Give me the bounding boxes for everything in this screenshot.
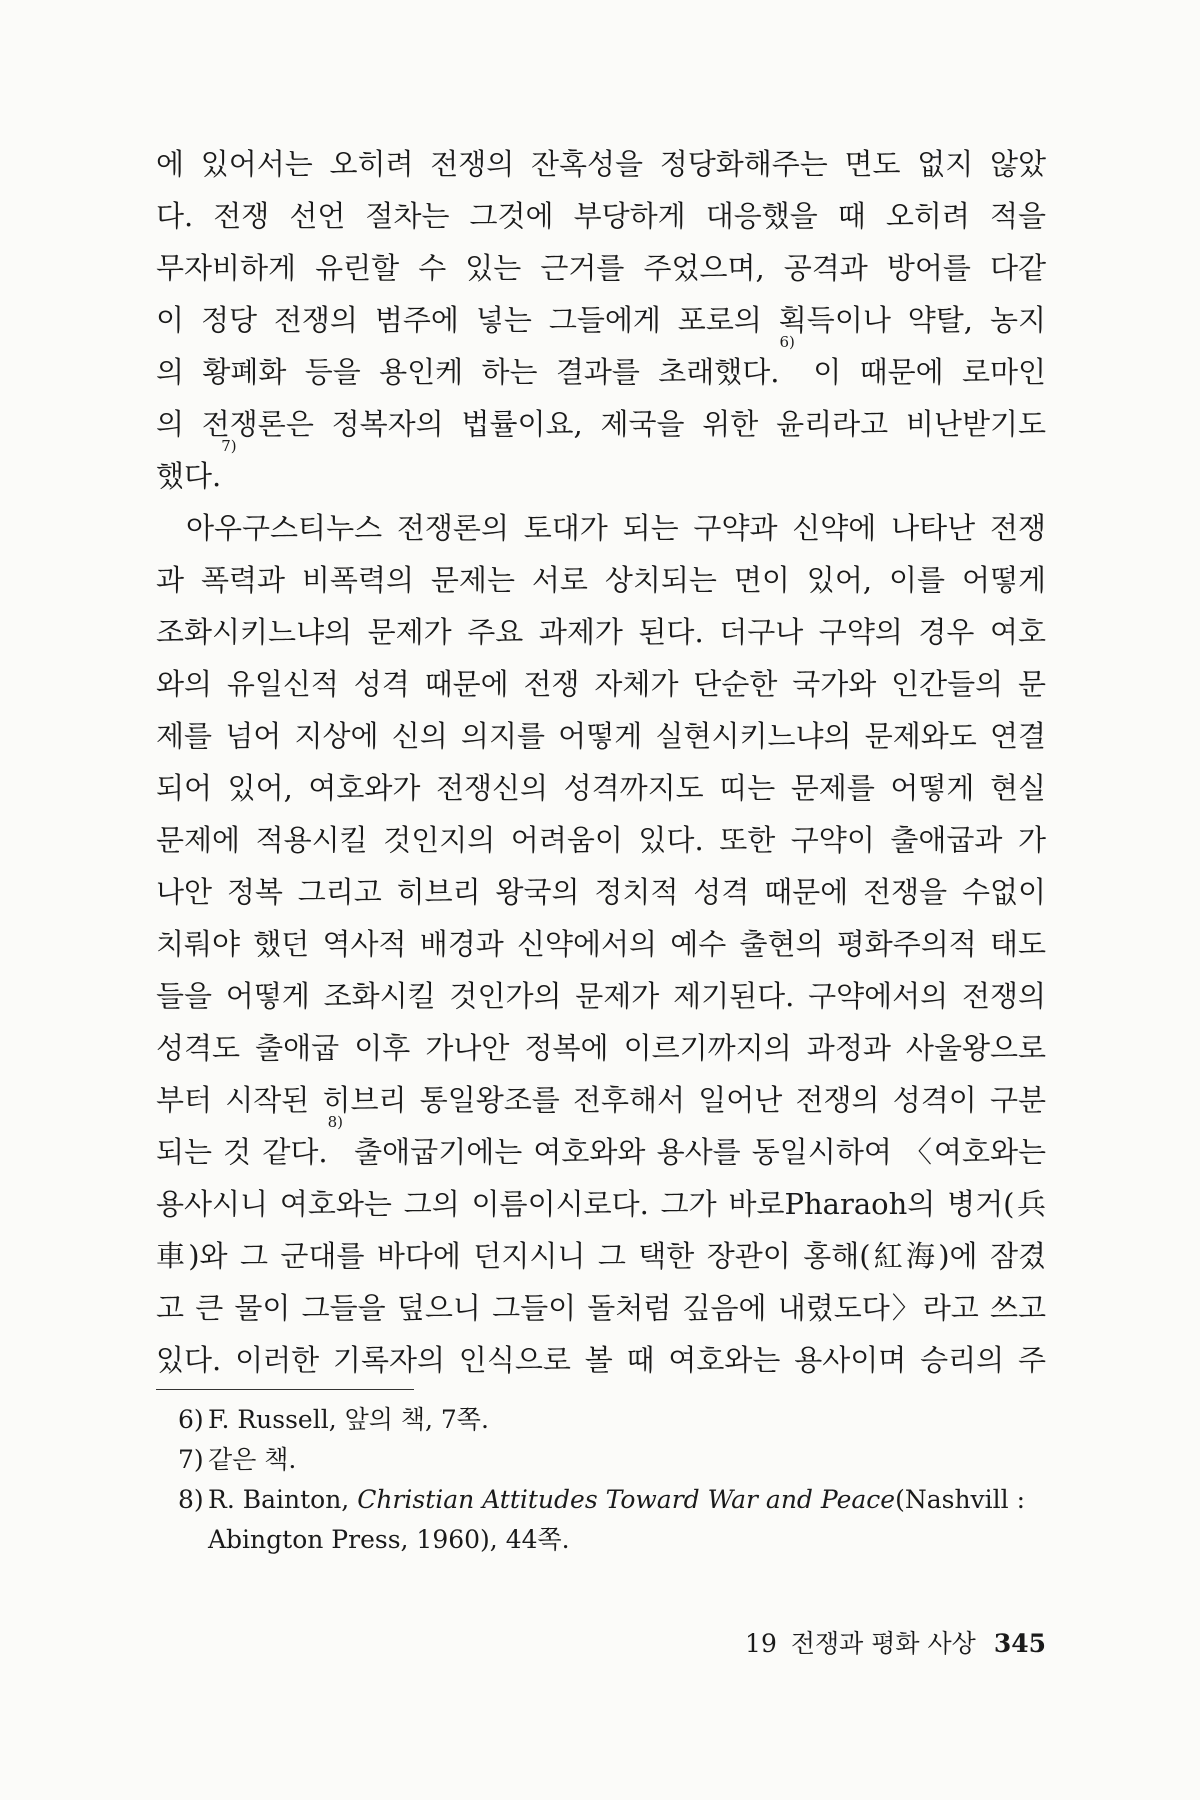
- main-body-text: [156, 138, 1046, 1386]
- footnote-8-continuation: Abington Press, 1960), 44쪽.: [208, 1525, 570, 1554]
- text-line: 성격도 출애굽 이후 가나안 정복에 이르기까지의 과정과 사울왕으로: [156, 1031, 1046, 1065]
- footnote-ref-7: 7): [221, 437, 237, 455]
- footnote-publisher: (Nashvill :: [895, 1485, 1026, 1514]
- text-line: 들을 어떻게 조화시킬 것인가의 문제가 제기된다. 구약에서의 전쟁의: [156, 979, 1046, 1013]
- text-line: 있다. 이러한 기록자의 인식으로 볼 때 여호와는 용사이며 승리의 주: [156, 1343, 1046, 1377]
- footnote-number: 8): [178, 1485, 204, 1514]
- running-footer: [700, 1624, 1046, 1660]
- footnote-ref-8: 8): [327, 1113, 343, 1131]
- page-number: 345: [993, 1629, 1046, 1658]
- text-segment: 출애굽기에는 여호와와 용사를 동일시하여 〈여호와는: [343, 1135, 1046, 1169]
- footnote-text: F. Russell, 앞의 책, 7쪽.: [208, 1405, 489, 1434]
- footnote-6: [178, 1400, 1058, 1440]
- paragraph-first-line: 아우구스티누스 전쟁론의 토대가 되는 구약과 신약에 나타난 전쟁: [186, 511, 1046, 545]
- text-line: 나안 정복 그리고 히브리 왕국의 정치적 성격 때문에 전쟁을 수없이: [156, 875, 1046, 909]
- text-segment: 했다.: [156, 459, 222, 493]
- footnote-book-title: Christian Attitudes Toward War and Peace: [357, 1485, 896, 1514]
- text-line: 제를 넘어 지상에 신의 의지를 어떻게 실현시키느냐의 문제와도 연결: [156, 719, 1046, 753]
- text-line: [156, 437, 1046, 502]
- text-line: 에 있어서는 오히려 전쟁의 잔혹성을 정당화해주는 면도 없지 않았: [156, 147, 1046, 181]
- text-line: 의 전쟁론은 정복자의 법률이요, 제국을 위한 윤리라고 비난받기도: [156, 407, 1046, 441]
- text-line: 과 폭력과 비폭력의 문제는 서로 상치되는 면이 있어, 이를 어떻게: [156, 563, 1046, 597]
- text-line: [156, 1113, 1046, 1178]
- text-line: 용사시니 여호와는 그의 이름이시로다. 그가 바로Pharaoh의 병거(兵: [156, 1187, 1046, 1221]
- footnote-number: 7): [178, 1445, 204, 1474]
- text-line: 치뤄야 했던 역사적 배경과 신약에서의 예수 출현의 평화주의적 태도: [156, 927, 1046, 961]
- text-line: 車)와 그 군대를 바다에 던지시니 그 택한 장관이 홍해(紅海)에 잠겼: [156, 1239, 1046, 1273]
- text-line: 되어 있어, 여호와가 전쟁신의 성격까지도 띠는 문제를 어떻게 현실: [156, 771, 1046, 805]
- text-segment: 이 때문에 로마인: [794, 355, 1046, 389]
- chapter-title: 전쟁과 평화 사상: [790, 1629, 976, 1658]
- footnote-8: [178, 1480, 1058, 1520]
- text-segment: 의 황폐화 등을 용인케 하는 결과를 초래했다.: [156, 355, 780, 389]
- text-line: 조화시키느냐의 문제가 주요 과제가 된다. 더구나 구약의 경우 여호: [156, 615, 1046, 649]
- footnote-ref-6: 6): [779, 333, 795, 351]
- text-line: 다. 전쟁 선언 절차는 그것에 부당하게 대응했을 때 오히려 적을: [156, 199, 1046, 233]
- footnote-7: [178, 1440, 1058, 1480]
- text-line: 와의 유일신적 성격 때문에 전쟁 자체가 단순한 국가와 인간들의 문: [156, 667, 1046, 701]
- text-line: 고 큰 물이 그들을 덮으니 그들이 돌처럼 깊음에 내렸도다〉라고 쓰고: [156, 1291, 1046, 1325]
- text-line: 문제에 적용시킬 것인지의 어려움이 있다. 또한 구약이 출애굽과 가: [156, 823, 1046, 857]
- text-segment: 되는 것 같다.: [156, 1135, 328, 1169]
- text-line: 부터 시작된 히브리 통일왕조를 전후해서 일어난 전쟁의 성격이 구분: [156, 1083, 1046, 1117]
- text-line: 무자비하게 유린할 수 있는 근거를 주었으며, 공격과 방어를 다같: [156, 251, 1046, 285]
- footnote-divider: [156, 1389, 414, 1390]
- footnote-number: 6): [178, 1405, 204, 1434]
- text-line: [156, 333, 1046, 398]
- chapter-number: 19: [745, 1629, 777, 1658]
- footnotes: [178, 1400, 1058, 1560]
- footnote-author: R. Bainton,: [208, 1485, 358, 1514]
- footnote-text: 같은 책.: [208, 1445, 297, 1474]
- text-line: 이 정당 전쟁의 범주에 넣는 그들에게 포로의 획득이나 약탈, 농지: [156, 303, 1046, 337]
